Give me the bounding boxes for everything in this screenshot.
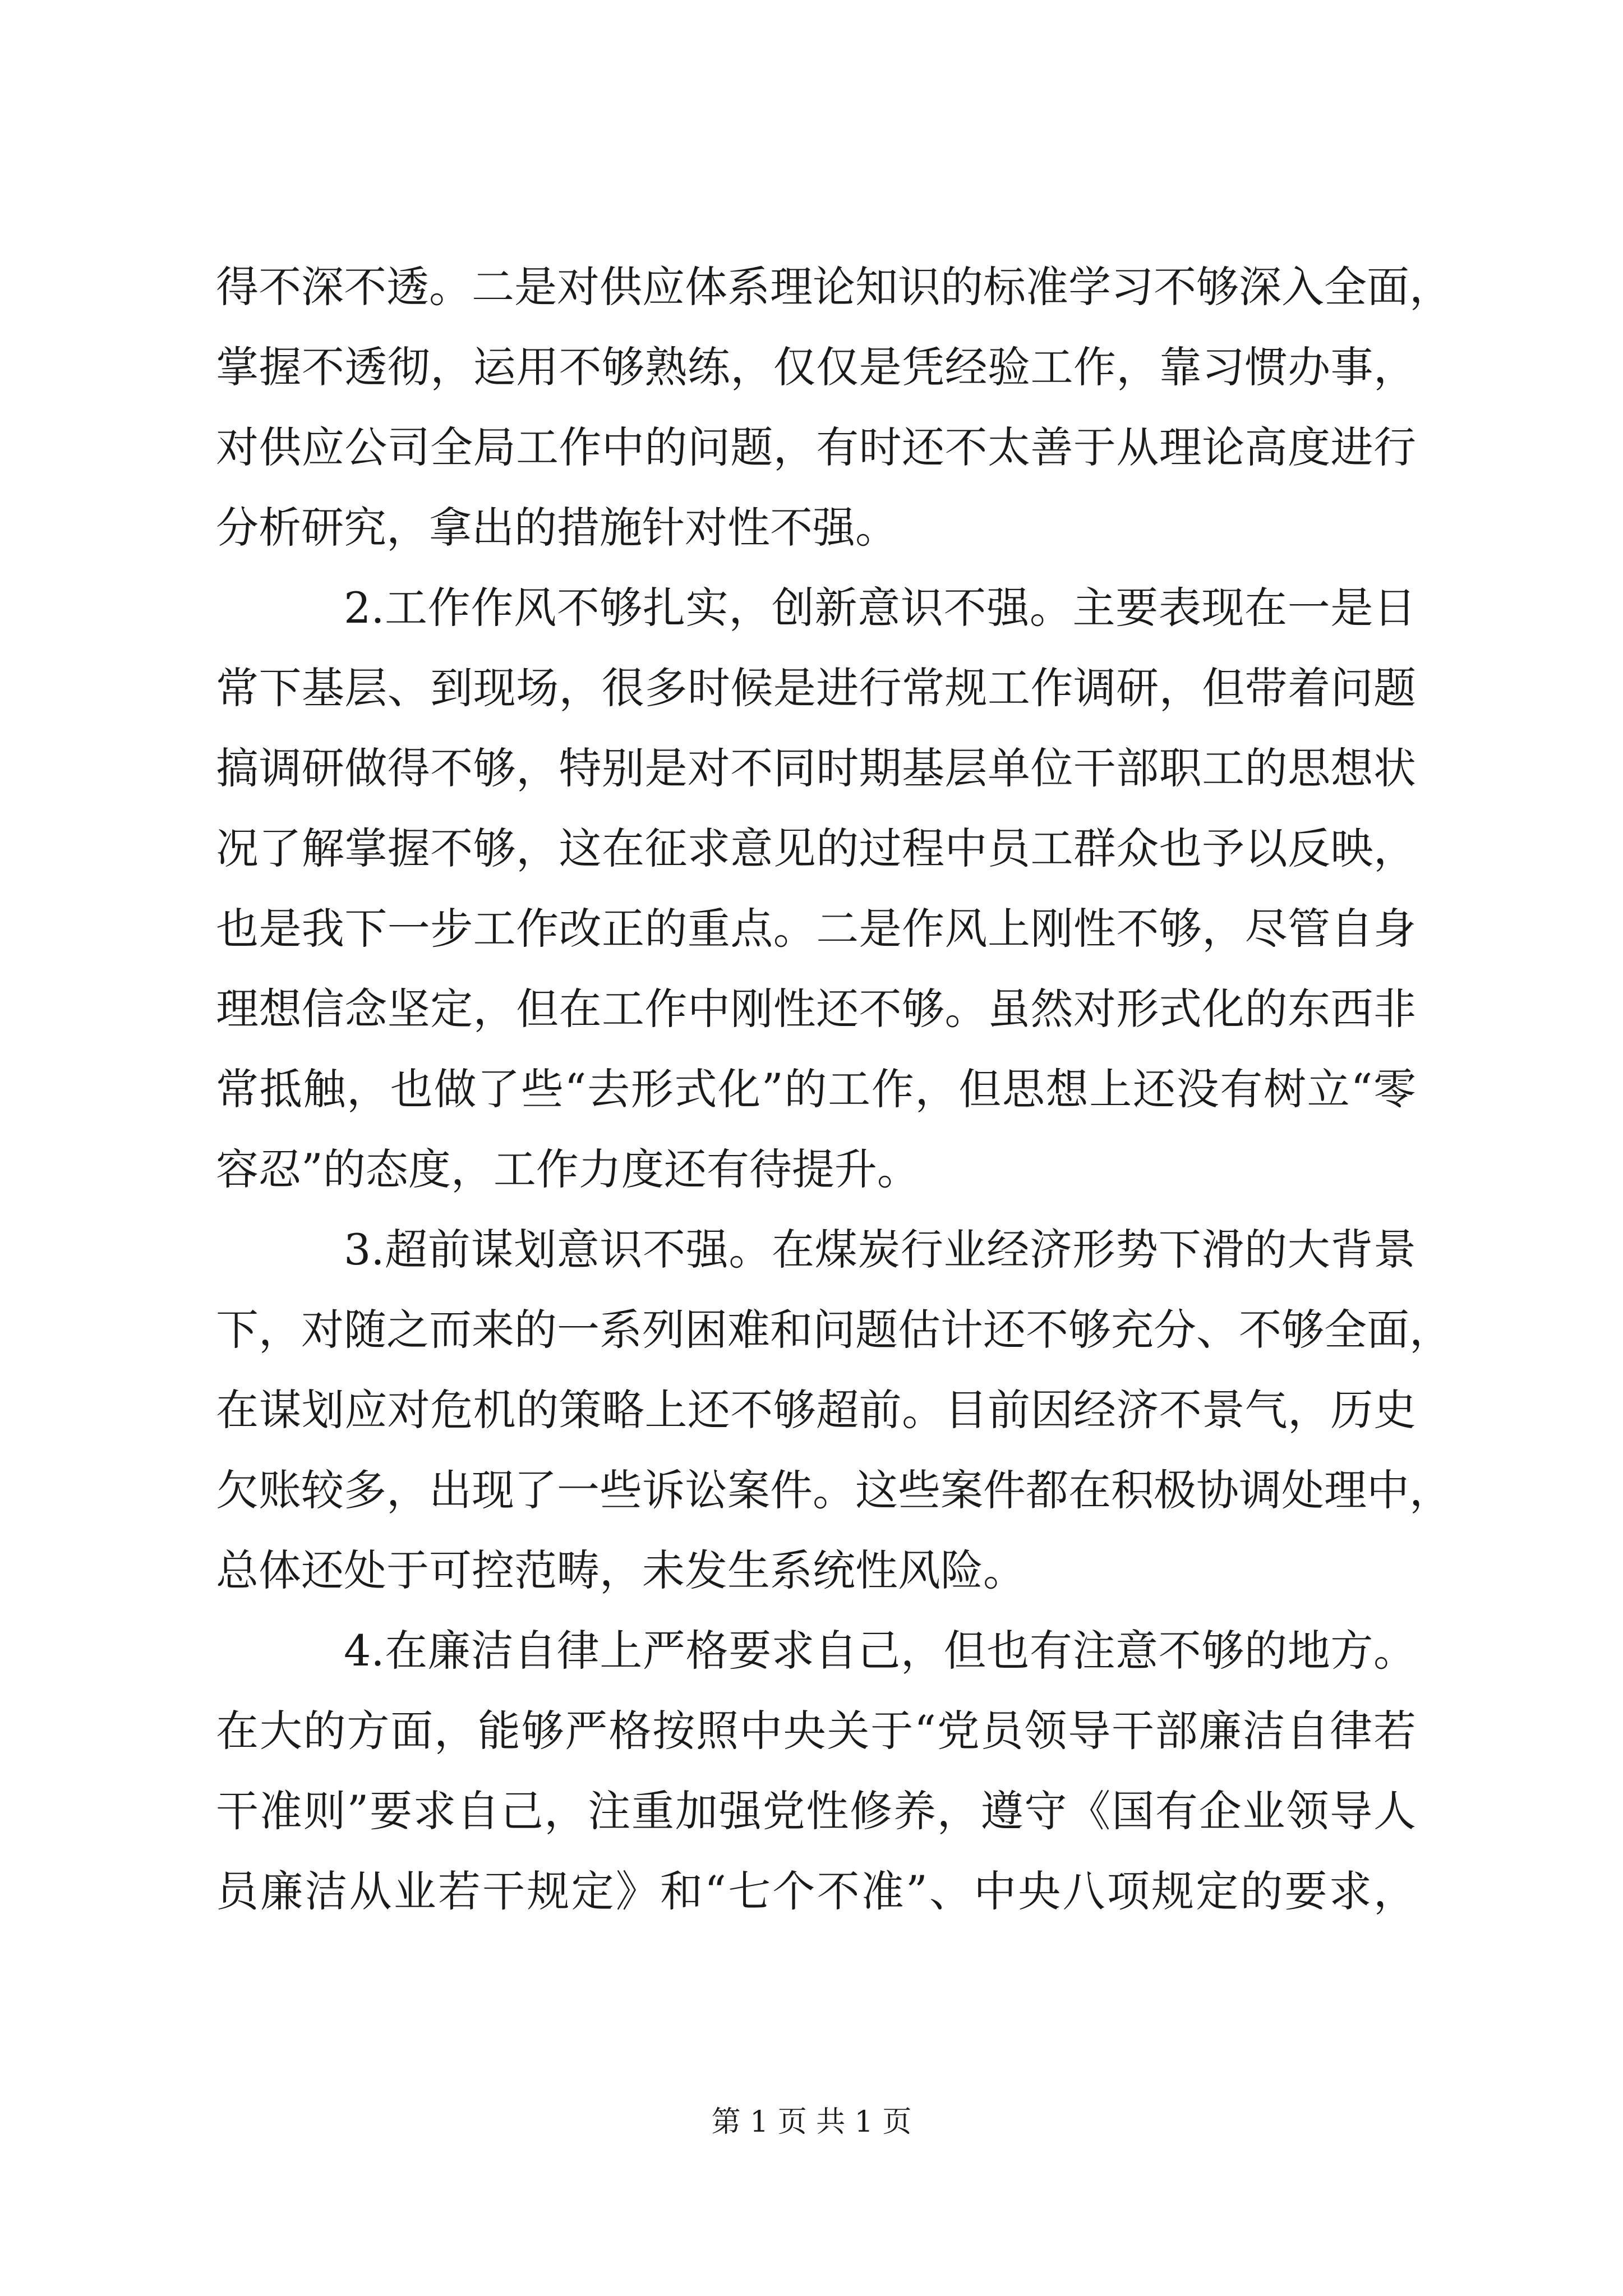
page-number-footer: 第 1 页 共 1 页 [711,2105,912,2139]
document-body [216,247,1452,1931]
paragraph-2-line-5: 也是我下一步工作改正的重点。二是作风上刚性不够，尽管自身 [216,904,1416,954]
paragraph-2-line-2: 常下基层、到现场，很多时候是进行常规工作调研，但带着问题 [216,663,1416,713]
paragraph-4-line-1: 4.在廉洁自律上严格要求自己，但也有注意不够的地方。 [344,1626,1416,1676]
paragraph-2-line-3: 搞调研做得不够，特别是对不同时期基层单位干部职工的思想状 [216,743,1416,793]
paragraph-4-line-2: 在大的方面，能够严格按照中央关于“党员领导干部廉洁自律若 [216,1706,1416,1756]
paragraph-1-line-3: 对供应公司全局工作中的问题，有时还不太善于从理论高度进行 [216,422,1416,472]
paragraph-4-line-3: 干准则”要求自己，注重加强党性修养，遵守《国有企业领导人 [216,1786,1416,1836]
paragraph-3-line-1: 3.超前谋划意识不强。在煤炭行业经济形势下滑的大背景 [344,1225,1416,1274]
paragraph-1-line-4: 分析研究，拿出的措施针对性不强。 [216,503,898,553]
paragraph-1-line-1: 得不深不透。二是对供应体系理论知识的标准学习不够深入全面， [216,262,1452,312]
paragraph-3-line-5: 总体还处于可控范畴，未发生系统性风险。 [216,1545,1026,1595]
paragraph-2-line-6: 理想信念坚定，但在工作中刚性还不够。虽然对形式化的东西非 [216,984,1416,1034]
paragraph-2-line-1: 2.工作作风不够扎实，创新意识不强。主要表现在一是日 [344,583,1416,633]
paragraph-4-line-4: 员廉洁从业若干规定》和“七个不准”、中央八项规定的要求， [216,1866,1416,1916]
paragraph-2-line-7: 常抵触，也做了些“去形式化”的工作，但思想上还没有树立“零 [216,1064,1416,1114]
paragraph-2-line-8: 容忍”的态度，工作力度还有待提升。 [216,1144,920,1194]
paragraph-3-line-2: 下，对随之而来的一系列困难和问题估计还不够充分、不够全面， [216,1305,1452,1355]
paragraph-1-line-2: 掌握不透彻，运用不够熟练，仅仅是凭经验工作，靠习惯办事， [216,342,1416,392]
paragraph-3-line-4: 欠账较多，出现了一些诉讼案件。这些案件都在积极协调处理中， [216,1465,1452,1515]
paragraph-2-line-4: 况了解掌握不够，这在征求意见的过程中员工群众也予以反映， [216,823,1416,873]
paragraph-3-line-3: 在谋划应对危机的策略上还不够超前。目前因经济不景气，历史 [216,1385,1416,1435]
